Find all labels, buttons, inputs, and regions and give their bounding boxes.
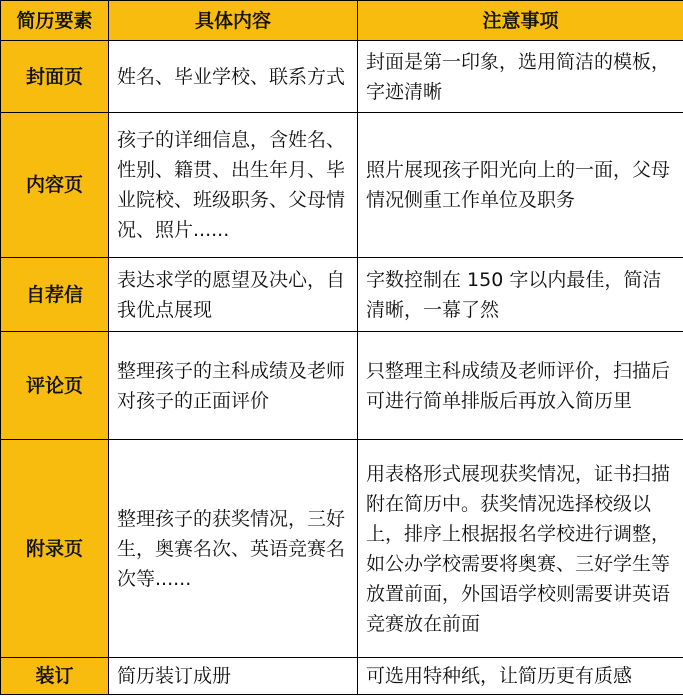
row-content: 整理孩子的获奖情况，三好生，奥赛名次、英语竞赛名次等...... — [109, 440, 358, 658]
table-row — [1, 658, 683, 695]
row-note: 用表格形式展现获奖情况，证书扫描附在简历中。获奖情况选择校级以上，排序上根据报名学校进行调整，如公办学校需要将奥赛、三好学生等放置前面，外国语学校则需要讲英语竞赛放在前面 — [358, 440, 683, 658]
row-note: 只整理主科成绩及老师评价，扫描后可进行简单排版后再放入简历里 — [358, 332, 683, 440]
table-header-row — [1, 1, 683, 41]
row-note: 可选用特种纸，让简历更有质感 — [358, 658, 683, 695]
table-row — [1, 258, 683, 332]
row-note: 封面是第一印象，选用简洁的模板，字迹清晰 — [358, 41, 683, 113]
row-content: 整理孩子的主科成绩及老师对孩子的正面评价 — [109, 332, 358, 440]
row-label: 装订 — [1, 658, 109, 695]
row-label: 自荐信 — [1, 258, 109, 332]
row-content: 表达求学的愿望及决心，自我优点展现 — [109, 258, 358, 332]
table-row — [1, 113, 683, 258]
row-content: 简历装订成册 — [109, 658, 358, 695]
row-note: 照片展现孩子阳光向上的一面，父母情况侧重工作单位及职务 — [358, 113, 683, 258]
header-content: 具体内容 — [109, 1, 358, 41]
table-row — [1, 332, 683, 440]
row-content: 姓名、毕业学校、联系方式 — [109, 41, 358, 113]
table-row — [1, 440, 683, 658]
table-row — [1, 41, 683, 113]
header-element: 简历要素 — [1, 1, 109, 41]
row-label: 评论页 — [1, 332, 109, 440]
row-label: 内容页 — [1, 113, 109, 258]
header-notes: 注意事项 — [358, 1, 683, 41]
row-label: 封面页 — [1, 41, 109, 113]
row-content: 孩子的详细信息，含姓名、性别、籍贯、出生年月、毕业院校、班级职务、父母情况、照片...... — [109, 113, 358, 258]
row-label: 附录页 — [1, 440, 109, 658]
row-note: 字数控制在 150 字以内最佳，简洁清晰，一幕了然 — [358, 258, 683, 332]
